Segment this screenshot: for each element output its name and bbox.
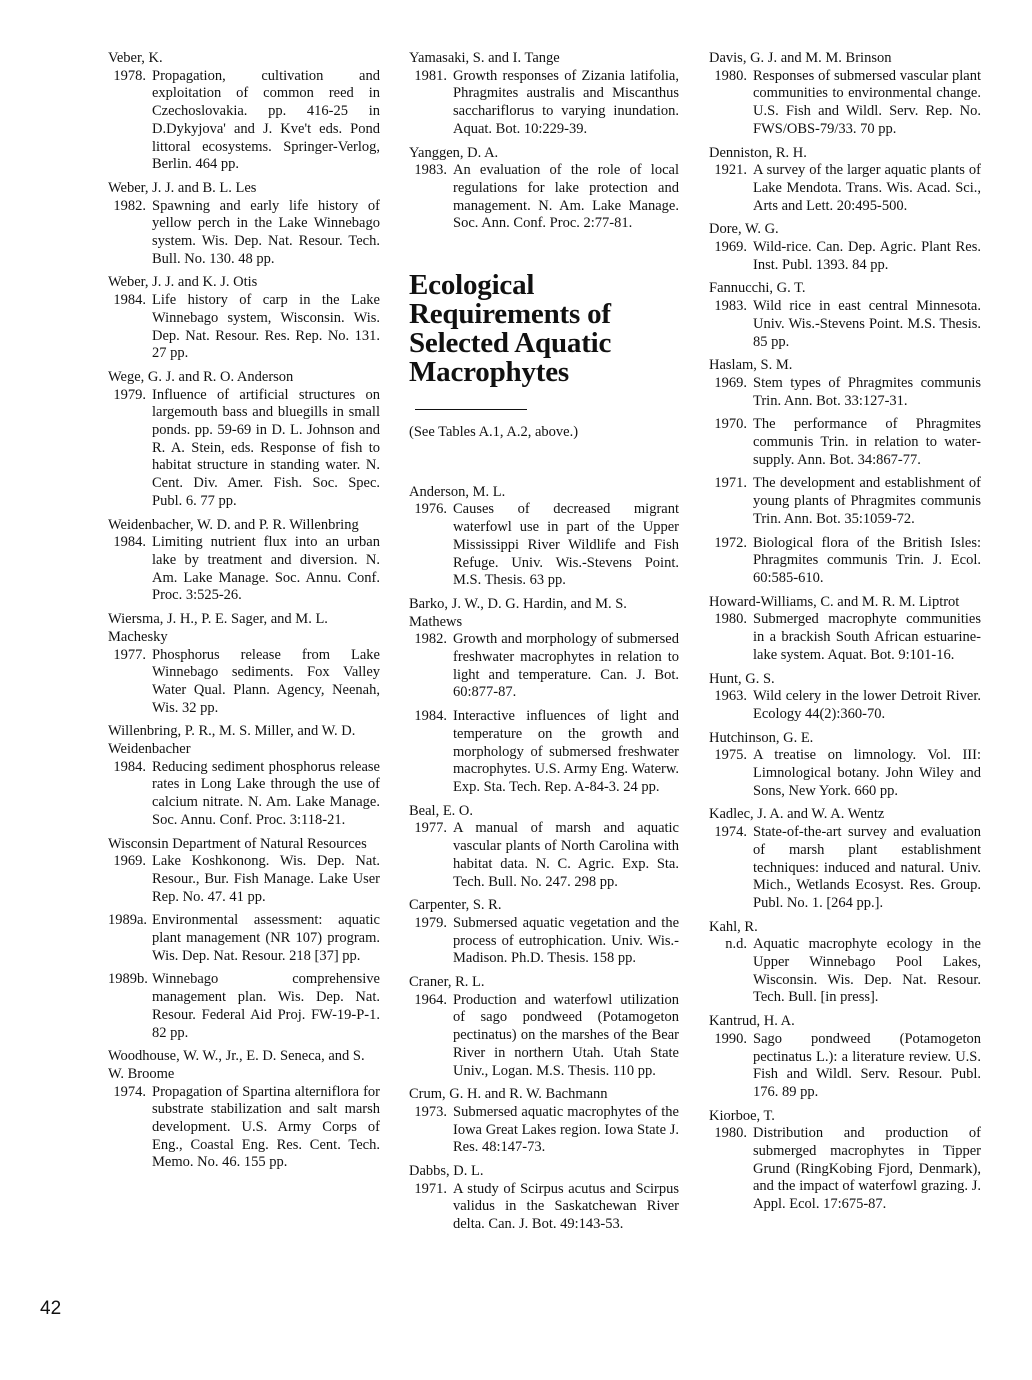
- reference-item: [108, 292, 380, 363]
- reference-author: Barko, J. W., D. G. Hardin, and M. S. Mathews: [409, 595, 627, 630]
- reference-text: Distribution and production of submerged macrophytes in Tipper Grund (RingKobing Fjord, Denmark), and the impact of waterfowl grazing. J. Appl. Ecol. 17:675-87.: [753, 1125, 981, 1213]
- column-2-top: [409, 50, 679, 233]
- reference-entry: [709, 145, 981, 216]
- reference-year: 1989b.: [108, 971, 148, 988]
- reference-text: A manual of marsh and aquatic vascular plants of North Carolina with habitat data. N. C. Agric. Exp. Sta. Tech. Bull. No. 247. 298 pp.: [453, 820, 679, 890]
- reference-item: [709, 1125, 981, 1214]
- reference-text: Environmental assessment: aquatic plant management (NR 107) program. Wis. Dep. Nat. Resour. 218 [37] pp.: [152, 912, 380, 964]
- reference-text: Causes of decreased migrant waterfowl use in part of the Upper Mississippi River Wildlife and Fish Refuge. Univ. Wis.-Stevens Point. M.S. Thesis. 63 pp.: [453, 501, 679, 589]
- reference-item: [409, 992, 679, 1081]
- reference-year: 1969.: [714, 239, 747, 256]
- reference-entry: [409, 50, 679, 139]
- reference-year: 1971.: [714, 475, 747, 492]
- column-1: [108, 50, 380, 1178]
- reference-year: 1972.: [714, 534, 747, 551]
- reference-year: 1976.: [414, 501, 447, 518]
- reference-author: Haslam, S. M.: [709, 357, 793, 374]
- reference-entry: [709, 671, 981, 724]
- reference-year: 1984.: [113, 292, 146, 309]
- reference-year: 1969.: [714, 374, 747, 391]
- reference-entry: [108, 50, 380, 174]
- reference-item: [108, 198, 380, 269]
- reference-author: Davis, G. J. and M. M. Brinson: [709, 50, 892, 66]
- reference-author: Kiorboe, T.: [709, 1107, 775, 1124]
- reference-entry: [409, 974, 679, 1080]
- reference-item: [709, 475, 981, 528]
- reference-author: Yamasaki, S. and I. Tange: [409, 50, 560, 66]
- reference-text: Phosphorus release from Lake Winnebago sediments. Fox Valley Water Qual. Plann. Agency, Neenah, Wis. 32 pp.: [152, 646, 380, 716]
- reference-author: Wege, G. J. and R. O. Anderson: [108, 368, 294, 385]
- reference-item: [709, 416, 981, 469]
- reference-item: [108, 853, 380, 906]
- column-2-bottom: [409, 484, 679, 1234]
- reference-author: Weber, J. J. and K. J. Otis: [108, 274, 258, 291]
- reference-text: Propagation, cultivation and exploitation of common reed in Czechoslovakia. pp. 416-25 in D.Dykyjova' and J. Kve't eds. Pond littoral ecosystems. Springer-Verlog, Berlin. 464 pp.: [152, 67, 380, 173]
- reference-year: 1980.: [714, 67, 747, 84]
- reference-item: [108, 759, 380, 830]
- section-note: (See Tables A.1, A.2, above.): [409, 424, 579, 441]
- reference-author: Hutchinson, G. E.: [709, 729, 814, 746]
- reference-year: 1990.: [714, 1030, 747, 1047]
- reference-entry: [108, 369, 380, 511]
- reference-text: Reducing sediment phosphorus release rates in Long Lake through the use of calcium nitrate. N. Am. Lake Manage. Soc. Annu. Conf. Proc. 3:118-21.: [152, 758, 380, 828]
- reference-text: Wild celery in the lower Detroit River. Ecology 44(2):360-70.: [753, 688, 981, 722]
- reference-text: Spawning and early life history of yellow perch in the Lake Winnebago system. Wis. Dep. Nat. Resour. Tech. Bull. No. 130. 48 pp.: [152, 197, 380, 267]
- reference-text: Growth responses of Zizania latifolia, Phragmites australis and Miscanthus sacchariflorus to varying inundation. Aquat. Bot. 10:229-39.: [453, 67, 679, 137]
- reference-entry: [108, 723, 380, 829]
- heading-rule: [415, 409, 527, 410]
- reference-author: Weidenbacher, W. D. and P. R. Willenbring: [108, 516, 359, 533]
- reference-item: [709, 688, 981, 723]
- reference-item: [709, 298, 981, 351]
- reference-year: 1983.: [714, 298, 747, 315]
- column-3: [709, 50, 981, 1220]
- reference-author: Denniston, R. H.: [709, 144, 807, 161]
- reference-item: [709, 824, 981, 913]
- reference-item: [108, 912, 380, 965]
- reference-text: Submerged macrophyte communities in a brackish South African estuarine-lake system. Aquat. Bot. 9:101-16.: [753, 611, 981, 663]
- reference-author: Beal, E. O.: [409, 802, 474, 819]
- reference-entry: [709, 221, 981, 274]
- reference-author: Wiersma, J. H., P. E. Sager, and M. L. Machesky: [108, 611, 328, 645]
- reference-year: 1982.: [414, 631, 447, 648]
- reference-year: 1983.: [414, 162, 447, 179]
- reference-year: 1977.: [414, 820, 447, 837]
- reference-item: [409, 1104, 679, 1157]
- reference-author: Hunt, G. S.: [709, 670, 775, 687]
- reference-item: [709, 936, 981, 1007]
- reference-item: [409, 68, 679, 139]
- reference-author: Dore, W. G.: [709, 221, 779, 238]
- reference-year: 1981.: [414, 67, 447, 84]
- reference-text: Stem types of Phragmites communis Trin. Ann. Bot. 33:127-31.: [753, 374, 981, 409]
- reference-item: [409, 631, 679, 702]
- reference-text: Submersed aquatic macrophytes of the Iowa Great Lakes region. Iowa State J. Res. 48:147-73.: [453, 1103, 679, 1156]
- reference-year: 1989a.: [108, 912, 148, 929]
- reference-item: [709, 611, 981, 664]
- reference-item: [709, 162, 981, 215]
- reference-item: [108, 534, 380, 605]
- reference-year: 1971.: [414, 1180, 447, 1197]
- reference-author: Carpenter, S. R.: [409, 897, 502, 914]
- reference-text: Wild-rice. Can. Dep. Agric. Plant Res. Inst. Publ. 1393. 84 pp.: [753, 239, 981, 273]
- reference-year: 1974.: [113, 1083, 146, 1100]
- reference-item: [409, 162, 679, 233]
- reference-entry: [409, 803, 679, 892]
- reference-author: Kantrud, H. A.: [709, 1013, 795, 1030]
- reference-item: [409, 1181, 679, 1234]
- reference-item: [409, 820, 679, 891]
- reference-author: Weber, J. J. and B. L. Les: [108, 179, 257, 196]
- reference-author: Craner, R. L.: [409, 974, 485, 991]
- reference-year: 1977.: [113, 646, 146, 663]
- reference-author: Yanggen, D. A.: [409, 144, 499, 161]
- reference-year: 1979.: [414, 914, 447, 931]
- reference-item: [709, 375, 981, 410]
- section-heading: [409, 271, 679, 416]
- reference-year: 1973.: [414, 1103, 447, 1120]
- reference-item: [709, 68, 981, 139]
- reference-text: Growth and morphology of submersed freshwater macrophytes in relation to light and temperature. Can. J. Bot. 60:877-87.: [453, 631, 679, 701]
- reference-year: 1970.: [714, 416, 747, 433]
- reference-author: Dabbs, D. L.: [409, 1163, 484, 1180]
- reference-year: 1984.: [414, 708, 447, 725]
- reference-author: Wisconsin Department of Natural Resources: [108, 835, 367, 852]
- reference-text: Aquatic macrophyte ecology in the Upper Winnebago Pool Lakes, Wisconsin. Wis. Dep. Nat. Resour. Tech. Bull. [in press].: [753, 936, 981, 1006]
- reference-entry: [709, 280, 981, 351]
- reference-author: Kadlec, J. A. and W. A. Wentz: [709, 806, 885, 823]
- reference-text: Lake Koshkonong. Wis. Dep. Nat. Resour., Bur. Fish Manage. Lake User Rep. No. 47. 41 pp.: [152, 853, 380, 905]
- reference-text: Submersed aquatic vegetation and the process of eutrophication. Univ. Wis.-Madison. Ph.D. Thesis. 158 pp.: [453, 914, 679, 967]
- reference-text: A treatise on limnology. Vol. III: Limnological botany. John Wiley and Sons, New York. 660 pp.: [753, 747, 981, 799]
- reference-item: [409, 501, 679, 590]
- reference-year: 1969.: [113, 853, 146, 870]
- reference-entry: [108, 611, 380, 717]
- reference-entry: [709, 357, 981, 587]
- reference-entry: [709, 806, 981, 912]
- reference-entry: [709, 730, 981, 801]
- reference-item: [709, 1031, 981, 1102]
- reference-entry: [409, 1163, 679, 1234]
- reference-entry: [108, 1048, 380, 1172]
- reference-author: Crum, G. H. and R. W. Bachmann: [409, 1086, 608, 1103]
- reference-author: Howard-Williams, C. and M. R. M. Liptrot: [709, 593, 960, 610]
- reference-year: n.d.: [725, 936, 747, 953]
- reference-item: [108, 387, 380, 511]
- reference-item: [108, 1084, 380, 1173]
- reference-item: [108, 971, 380, 1042]
- section-heading-text: Ecological Requirements of Selected Aquatic Macrophytes: [409, 269, 612, 389]
- reference-year: 1964.: [414, 991, 447, 1008]
- reference-author: Willenbring, P. R., M. S. Miller, and W. D. Weidenbacher: [108, 723, 356, 758]
- reference-text: Responses of submersed vascular plant communities to environmental change. U.S. Fish and Wildl. Serv. Rep. No. FWS/OBS-79/33. 70 pp.: [753, 67, 981, 137]
- reference-year: 1980.: [714, 611, 747, 628]
- reference-author: Fannucchi, G. T.: [709, 280, 806, 297]
- reference-text: Life history of carp in the Lake Winnebago system, Wisconsin. Wis. Dep. Nat. Resour. Res. Rep. No. 131. 27 pp.: [152, 292, 380, 362]
- reference-text: Wild rice in east central Minnesota. Univ. Wis.-Stevens Point. M.S. Thesis. 85 pp.: [753, 298, 981, 350]
- reference-item: [409, 915, 679, 968]
- reference-year: 1984.: [113, 758, 146, 775]
- reference-text: An evaluation of the role of local regulations for lake protection and management. N. Am. Lake Manage. Soc. Ann. Conf. Proc. 2:77-81.: [453, 162, 679, 232]
- reference-entry: [409, 1086, 679, 1157]
- reference-text: Influence of artificial structures on largemouth bass and bluegills in small ponds. pp. 59-69 in D. L. Johnson and R. A. Stein, eds. Response of fish to habitat structure in standing water. N. Cent. Div. Amer. Fish. Soc. Spec. Publ. 6. 77 pp.: [152, 386, 380, 509]
- reference-year: 1975.: [714, 747, 747, 764]
- reference-entry: [409, 897, 679, 968]
- reference-text: The development and establishment of young plants of Phragmites communis Trin. Ann. Bot. 35:1059-72.: [753, 475, 981, 527]
- reference-year: 1921.: [714, 162, 747, 179]
- reference-author: Woodhouse, W. W., Jr., E. D. Seneca, and S. W. Broome: [108, 1048, 365, 1082]
- reference-item: [709, 535, 981, 588]
- reference-text: Winnebago comprehensive management plan. Wis. Dep. Nat. Resour. Federal Aid Proj. FW-19-P-1. 82 pp.: [152, 971, 380, 1041]
- reference-year: 1982.: [113, 197, 146, 214]
- reference-entry: [709, 50, 981, 139]
- reference-author: Kahl, R.: [709, 918, 758, 935]
- reference-year: 1979.: [113, 386, 146, 403]
- reference-entry: [108, 180, 380, 269]
- reference-year: 1963.: [714, 688, 747, 705]
- reference-entry: [709, 1108, 981, 1214]
- reference-entry: [709, 594, 981, 665]
- reference-entry: [108, 836, 380, 1043]
- reference-entry: [409, 484, 679, 590]
- reference-entry: [709, 919, 981, 1008]
- reference-year: 1980.: [714, 1125, 747, 1142]
- reference-text: The performance of Phragmites communis Trin. in relation to water-supply. Ann. Bot. 34:867-77.: [753, 416, 981, 468]
- reference-entry: [709, 1013, 981, 1102]
- reference-text: Biological flora of the British Isles: Phragmites communis Trin. J. Ecol. 60:585-610.: [753, 534, 981, 586]
- reference-text: Limiting nutrient flux into an urban lake by treatment and diversion. N. Am. Lake Manage. Soc. Annu. Conf. Proc. 3:525-26.: [152, 534, 380, 604]
- reference-year: 1974.: [714, 824, 747, 841]
- reference-entry: [409, 145, 679, 234]
- reference-year: 1984.: [113, 534, 146, 551]
- page-number: 42: [40, 1298, 62, 1319]
- reference-text: Propagation of Spartina alterniflora for substrate stabilization and salt marsh development. U.S. Army Corps of Eng., Coastal Eng. Res. Cent. Tech. Memo. No. 46. 155 pp.: [152, 1083, 380, 1171]
- reference-text: Production and waterfowl utilization of sago pondweed (Potamogeton pectinatus) on the marshes of the Bear River in northern Utah. Utah State Univ., Logan. M.S. Thesis. 110 pp.: [453, 991, 679, 1079]
- reference-text: State-of-the-art survey and evaluation of marsh plant establishment techniques: induced and natural. Univ. Mich., Wetlands Ecosyst. Res. Group. Publ. No. 1. [264 pp.].: [753, 824, 981, 911]
- reference-entry: [108, 274, 380, 363]
- reference-year: 1978.: [113, 67, 146, 84]
- reference-text: Sago pondweed (Potamogeton pectinatus L.): a literature review. U.S. Fish and Wildl. Serv. Resour. Publ. 176. 89 pp.: [753, 1030, 981, 1100]
- reference-author: Veber, K.: [108, 50, 163, 66]
- reference-item: [108, 68, 380, 174]
- reference-text: A study of Scirpus acutus and Scirpus validus in the Saskatchewan River delta. Can. J. Bot. 49:143-53.: [453, 1180, 679, 1233]
- reference-entry: [108, 517, 380, 606]
- column-2: [409, 50, 679, 1240]
- reference-entry: [409, 596, 679, 797]
- reference-item: [409, 708, 679, 797]
- reference-item: [709, 239, 981, 274]
- reference-item: [709, 747, 981, 800]
- reference-author: Anderson, M. L.: [409, 483, 506, 500]
- reference-text: Interactive influences of light and temperature on the growth and morphology of submersed freshwater macrophytes. U.S. Army Eng. Waterw. Exp. Sta. Tech. Rep. A-84-3. 24 pp.: [453, 708, 679, 795]
- reference-item: [108, 647, 380, 718]
- reference-text: A survey of the larger aquatic plants of Lake Mendota. Trans. Wis. Acad. Sci., Arts and Lett. 20:495-500.: [753, 162, 981, 214]
